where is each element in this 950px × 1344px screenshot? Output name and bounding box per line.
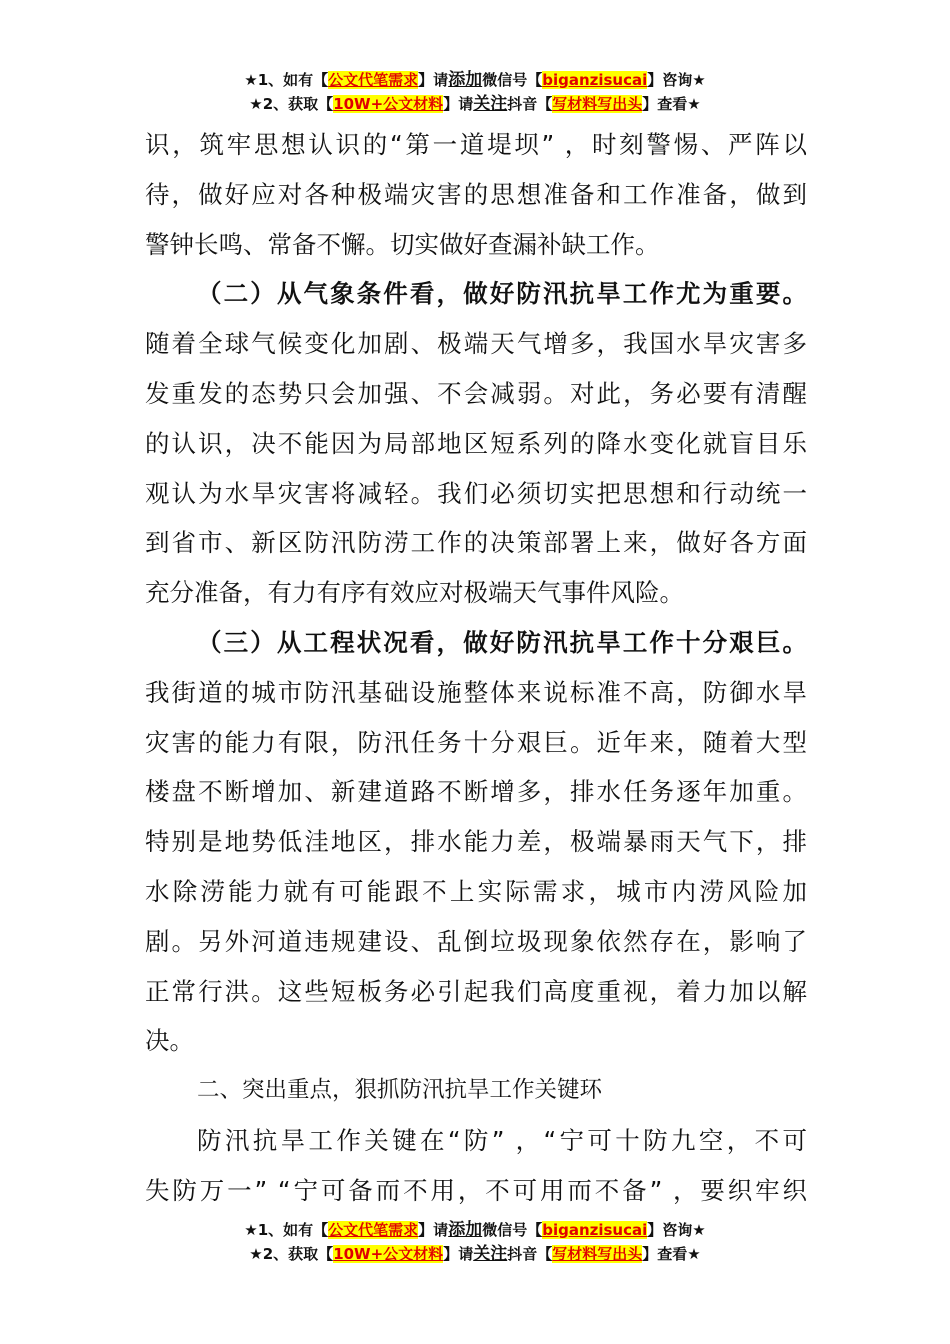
text-line: 决。 [145, 1026, 194, 1056]
emphasis-text: 关注 [473, 94, 508, 114]
text-line: 的认识，决不能因为局部地区短系列的降水变化就盲目乐 [145, 428, 807, 458]
emphasis-text: 关注 [473, 1244, 508, 1264]
text-line: 防汛抗旱工作关键在“防” ，“宁可十防九空，不可 [197, 1125, 807, 1155]
highlight-text: 公文代笔需求 [328, 1221, 419, 1239]
text: 】查看★ [642, 1245, 701, 1263]
header-banner [0, 68, 950, 116]
douyin-id: 写材料写出头 [552, 1245, 643, 1263]
wechat-id: biganzisucai [542, 1221, 648, 1239]
text-line: 观认为水旱灾害将减轻。我们必须切实把思想和行动统一 [145, 478, 807, 508]
text: 抖音【 [507, 1245, 553, 1263]
highlight-text: 10W+公文材料 [333, 1245, 444, 1263]
text: ★2、获取【 [249, 1245, 334, 1263]
text: ★1、如有【 [244, 71, 329, 89]
footer-line-1 [0, 1218, 950, 1242]
text-line: 剧。另外河道违规建设、乱倒垃圾现象依然存在，影响了 [145, 926, 807, 956]
text-line: 我街道的城市防汛基础设施整体来说标准不高，防御水旱 [145, 677, 807, 707]
text: 】咨询★ [647, 71, 706, 89]
text-line: 发重发的态势只会加强、不会减弱。对此，务必要有清醒 [145, 378, 807, 408]
highlight-text: 10W+公文材料 [333, 95, 444, 113]
section-heading: （三）从工程状况看，做好防汛抗旱工作十分艰巨。 [197, 627, 807, 657]
text: 微信号【 [482, 71, 543, 89]
text: 】请 [418, 71, 449, 89]
text: 】请 [418, 1221, 449, 1239]
text: 】请 [443, 95, 474, 113]
text: 微信号【 [482, 1221, 543, 1239]
text: 】咨询★ [647, 1221, 706, 1239]
emphasis-text: 添加 [448, 1220, 483, 1240]
text-line: 到省市、新区防汛防涝工作的决策部署上来，做好各方面 [145, 528, 807, 558]
footer-banner [0, 1218, 950, 1266]
text-line: 识，筑牢思想认识的“第一道堤坝” ，时刻警惕、严阵以 [145, 130, 807, 159]
text: 抖音【 [507, 95, 553, 113]
emphasis-text: 添加 [448, 70, 483, 90]
text-line: 失防万一” “宁可备而不用，不可用而不备” ，要织牢织 [145, 1175, 807, 1205]
header-line-2 [0, 92, 950, 116]
section-heading: （二）从气象条件看，做好防汛抗旱工作尤为重要。 [197, 279, 807, 309]
text-line: 特别是地势低洼地区，排水能力差，极端暴雨天气下，排 [145, 827, 807, 857]
body-text [145, 120, 807, 1216]
douyin-id: 写材料写出头 [552, 95, 643, 113]
wechat-id: biganzisucai [542, 71, 648, 89]
text-line: 正常行洪。这些短板务必引起我们高度重视，着力加以解 [145, 976, 807, 1006]
footer-line-2 [0, 1242, 950, 1266]
section-heading: 二、突出重点，狠抓防汛抗旱工作关键环 [197, 1077, 603, 1104]
text: 】请 [443, 1245, 474, 1263]
text-line: 灾害的能力有限，防汛任务十分艰巨。近年来，随着大型 [145, 727, 807, 757]
text-line: 水除涝能力就有可能跟不上实际需求，城市内涝风险加 [145, 876, 807, 906]
text: ★1、如有【 [244, 1221, 329, 1239]
text: 】查看★ [642, 95, 701, 113]
text-line: 警钟长鸣、常备不懈。切实做好查漏补缺工作。 [145, 229, 660, 259]
header-line-1 [0, 68, 950, 92]
text-line: 楼盘不断增加、新建道路不断增多，排水任务逐年加重。 [145, 777, 807, 807]
text: ★2、获取【 [249, 95, 334, 113]
text-line: 充分准备，有力有序有效应对极端天气事件风险。 [145, 578, 684, 608]
highlight-text: 公文代笔需求 [328, 71, 419, 89]
text-line: 随着全球气候变化加剧、极端天气增多，我国水旱灾害多 [145, 329, 807, 359]
text-line: 待，做好应对各种极端灾害的思想准备和工作准备，做到 [145, 179, 807, 209]
